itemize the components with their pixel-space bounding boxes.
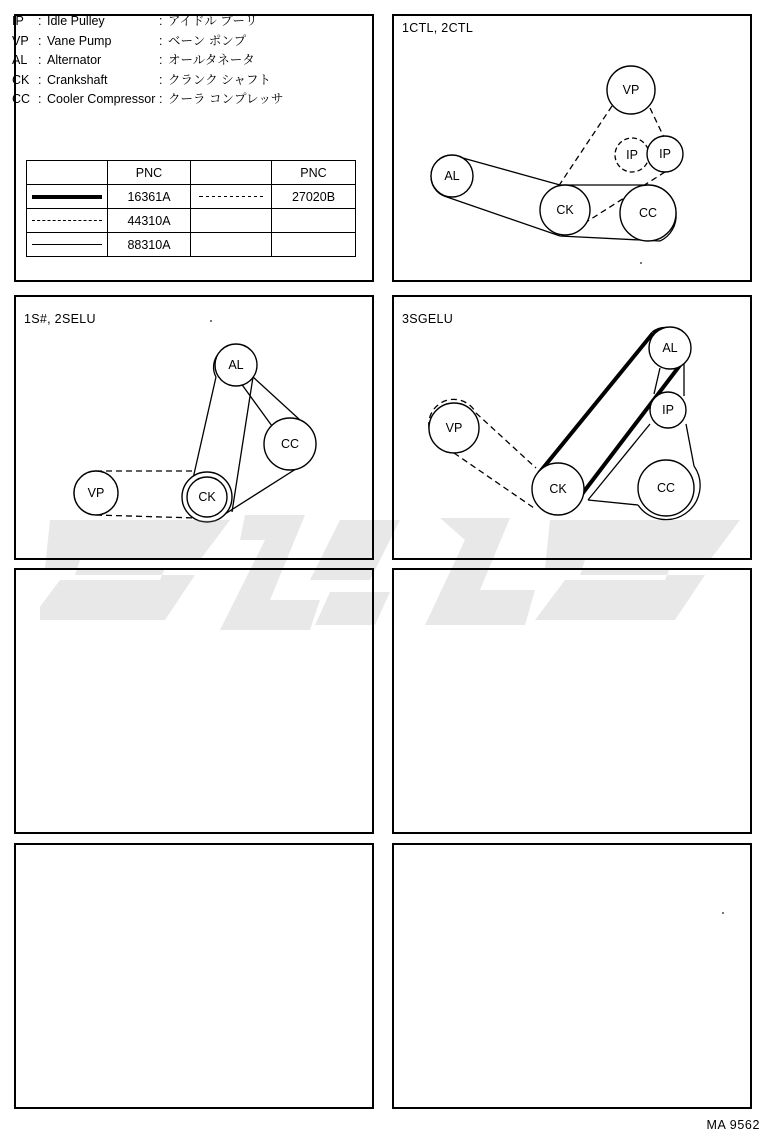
pulley-label-ip: IP [659, 147, 671, 161]
legend-english: Alternator [47, 53, 102, 67]
panel-label-1s-2selu: 1S#, 2SELU [24, 312, 96, 326]
panel-1s-2selu [14, 295, 374, 560]
legend-code: IP [12, 14, 24, 28]
panel-blank-right-2 [392, 843, 752, 1109]
pulley-label-cc: CC [280, 437, 300, 451]
pnc-sample-empty [191, 209, 272, 233]
pnc-code: 27020B [272, 185, 356, 209]
pnc-code-empty [272, 209, 356, 233]
pnc-code: 44310A [107, 209, 191, 233]
table-row [27, 185, 356, 209]
panel-3sgelu [392, 295, 752, 560]
legend-row: CC : Cooler Compressor : クーラ コンプレッサ [12, 90, 283, 110]
panel-blank-left-1 [14, 568, 374, 834]
pnc-header-blank-right [191, 161, 272, 185]
legend-row: CK : Crankshaft : クランク シャフト [12, 71, 283, 91]
pulley-label-vp: VP [87, 486, 105, 500]
pulley-label-cc: CC [656, 481, 676, 495]
legend-row: AL : Alternator : オールタネータ [12, 51, 283, 71]
legend-japanese: オールタネータ [168, 53, 255, 67]
pnc-header-left: PNC [107, 161, 191, 185]
pulley-label-al: AL [662, 341, 678, 355]
pulley-label-ip: IP [662, 403, 674, 417]
pnc-sample-solid [27, 185, 108, 209]
speck [210, 320, 212, 322]
panel-1ctl-2ctl [392, 14, 752, 282]
pulley-label-al: AL [228, 358, 244, 372]
legend-row: IP : Idle Pulley : アイドル プーリ [12, 12, 283, 32]
legend-code: VP [12, 33, 29, 48]
pnc-sample-empty [191, 233, 272, 257]
pnc-header-right: PNC [272, 161, 356, 185]
panel-label-1ctl-2ctl: 1CTL, 2CTL [402, 21, 474, 35]
pnc-header-blank-left [27, 161, 108, 185]
pnc-code: 88310A [107, 233, 191, 257]
legend-english: Idle Pulley [47, 14, 105, 28]
panel-blank-left-2 [14, 843, 374, 1109]
footer-code: MA 9562 [706, 1118, 760, 1132]
pnc-table [26, 160, 356, 257]
legend-code: CK [12, 72, 30, 87]
legend-english: Crankshaft [47, 72, 108, 87]
pulley-label-vp: VP [622, 83, 640, 97]
pulley-label-cc: CC [638, 206, 658, 220]
pulley-label-ck: CK [549, 482, 567, 496]
pulley-label-ck: CK [198, 490, 216, 504]
pnc-sample-dashdot [191, 185, 272, 209]
table-header-row [27, 161, 356, 185]
speck [722, 912, 724, 914]
legend-row: VP : Vane Pump : ベーン ポンプ [12, 32, 283, 52]
pnc-sample-dashed [27, 209, 108, 233]
table-row [27, 209, 356, 233]
speck [640, 262, 642, 264]
legend-code: AL [12, 53, 28, 67]
legend-japanese: クーラ コンプレッサ [168, 92, 284, 106]
pulley-label-ip: IP [626, 148, 638, 162]
pulley-label-vp: VP [445, 421, 463, 435]
legend-english: Vane Pump [47, 33, 112, 48]
legend-code: CC [12, 92, 31, 106]
pulley-label-ck: CK [556, 203, 574, 217]
legend-japanese: ベーン ポンプ [168, 33, 247, 48]
legend-abbreviations [12, 12, 283, 110]
legend-japanese: クランク シャフト [168, 72, 271, 87]
panel-blank-right-1 [392, 568, 752, 834]
pnc-code-empty [272, 233, 356, 257]
table-row [27, 233, 356, 257]
pnc-code: 16361A [107, 185, 191, 209]
panel-label-3sgelu: 3SGELU [402, 312, 454, 326]
legend-english: Cooler Compressor [47, 92, 156, 106]
pulley-label-al: AL [444, 169, 460, 183]
pnc-sample-thin [27, 233, 108, 257]
legend-japanese: アイドル プーリ [168, 14, 258, 28]
